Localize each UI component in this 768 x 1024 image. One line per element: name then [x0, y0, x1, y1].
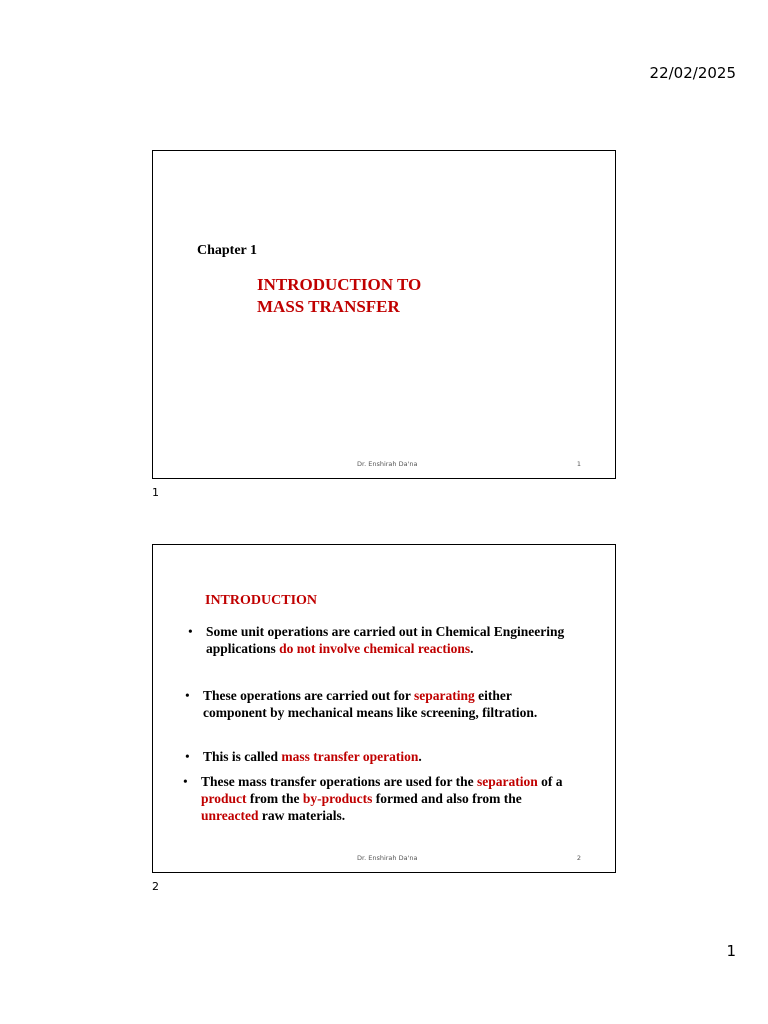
bullet-item [185, 687, 573, 721]
page-number: 1 [726, 942, 736, 960]
slide-2 [152, 544, 616, 873]
slide-caption-2: 2 [152, 880, 159, 893]
title-line-2: MASS TRANSFER [257, 297, 400, 316]
bullet-highlight: unreacted [201, 808, 259, 823]
chapter-label: Chapter 1 [197, 243, 258, 258]
bullet-text: raw materials. [258, 808, 346, 823]
slide-heading: INTRODUCTION [205, 593, 318, 608]
bullet-text: either component by mechanical means like screening, filtration. [203, 688, 538, 720]
bullet-highlight: mass transfer operation [281, 749, 419, 764]
slide-footer-number: 2 [576, 854, 581, 862]
title-line-1: INTRODUCTION TO [257, 275, 422, 294]
bullet-highlight: by-products [302, 791, 373, 806]
bullet-dot: • [183, 774, 188, 789]
bullet-item [185, 748, 573, 765]
bullet-highlight: separation [476, 774, 538, 789]
bullet-highlight: do not involve chemical reactions [279, 641, 471, 656]
slide-footer-number: 1 [576, 460, 581, 468]
bullet-dot: • [188, 624, 193, 639]
bullet-text: from the [246, 791, 303, 806]
bullet-text: of a [537, 774, 563, 789]
bullet-text: These mass transfer operations are used for the [201, 774, 477, 789]
bullet-text: formed and also from the [372, 791, 522, 806]
slide-1 [152, 150, 616, 479]
page-date: 22/02/2025 [649, 64, 736, 82]
bullet-item [183, 773, 581, 824]
slide-caption-1: 1 [152, 486, 159, 499]
bullet-item [188, 623, 576, 657]
bullet-text: . [470, 641, 474, 656]
bullet-highlight: product [201, 791, 247, 806]
slide-title [257, 274, 421, 318]
bullet-dot: • [185, 688, 190, 703]
bullet-text: Some unit operations are carried out in Chemical Engineering applications [206, 624, 565, 656]
bullet-highlight: separating [413, 688, 475, 703]
bullet-text: This is called [203, 749, 282, 764]
slide-footer-author: Dr. Enshirah Da'na [357, 460, 418, 468]
bullet-text: These operations are carried out for [203, 688, 414, 703]
slide-footer-author: Dr. Enshirah Da'na [357, 854, 418, 862]
bullet-text: . [418, 749, 422, 764]
bullet-dot: • [185, 749, 190, 764]
